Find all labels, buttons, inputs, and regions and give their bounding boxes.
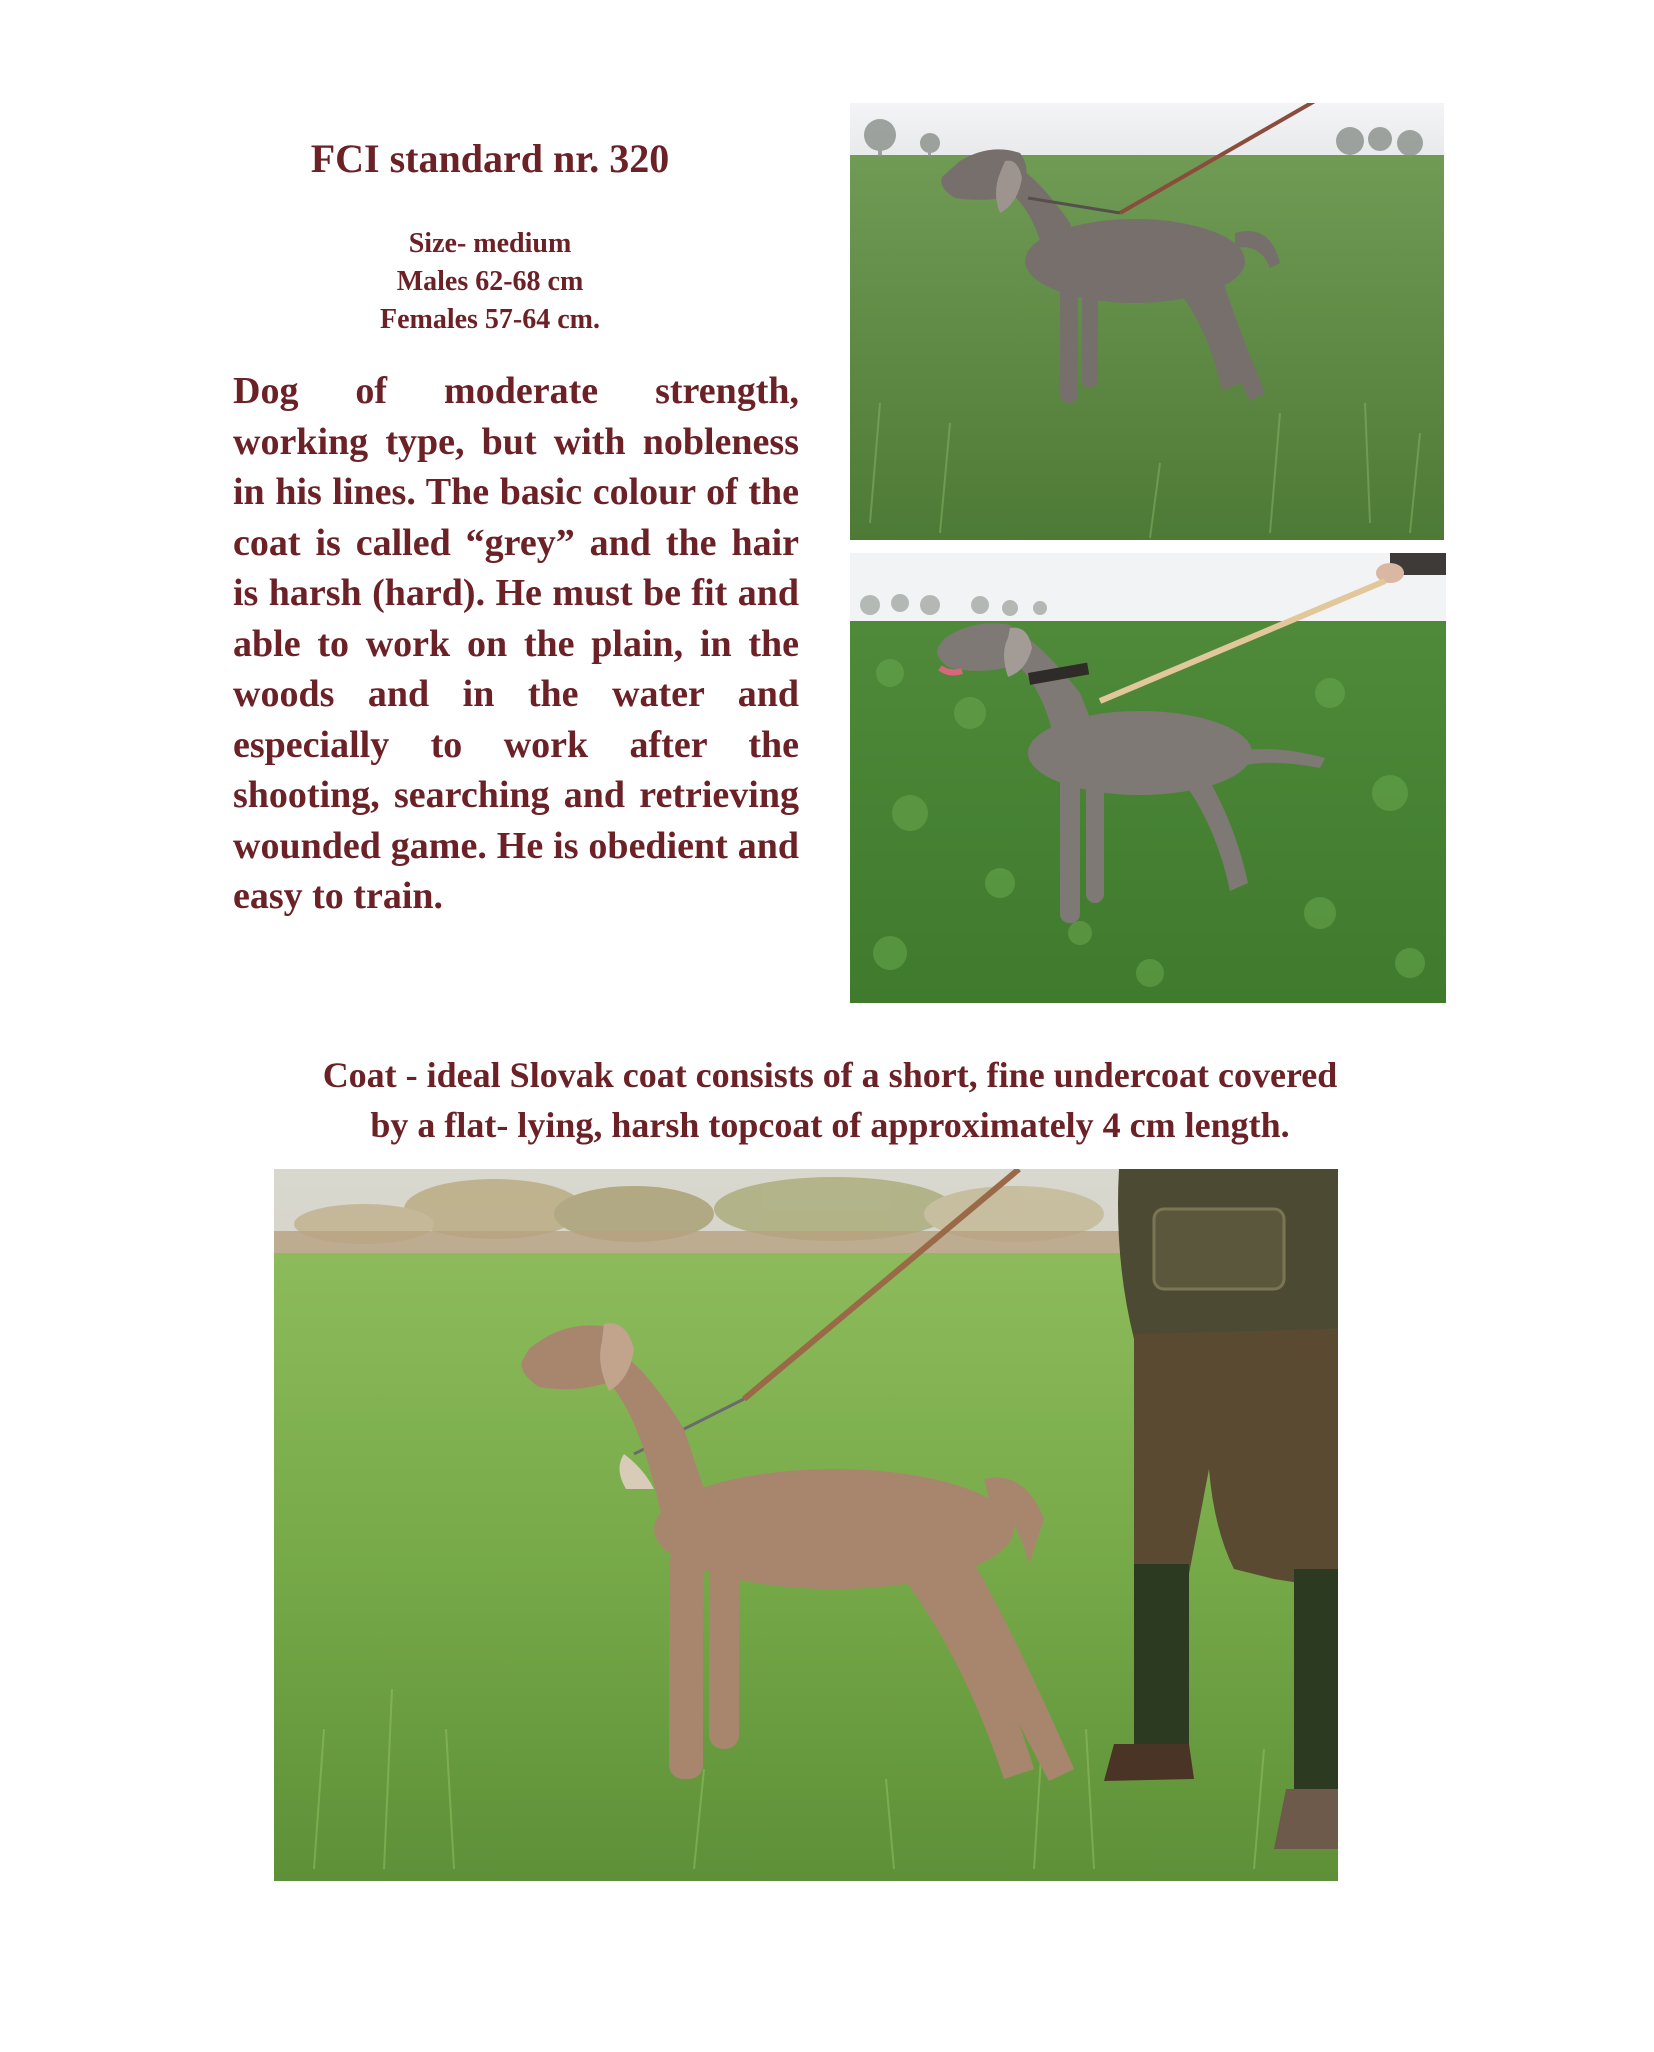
- photo-grey-dog-field: [850, 103, 1444, 540]
- females-size-line: Females 57-64 cm.: [379, 304, 601, 335]
- dog-photo-image: [850, 553, 1446, 1003]
- breed-description: Dog of moderate strength, working type, but with nobleness in his lines. The basic colour of the coat is called “grey” and the hair is harsh (hard). He must be fit and able to work on the plain, in the woods and in the water and especially to work after the shooting, searching and retrieving wounded game. He is obedient and easy to train.: [233, 370, 799, 917]
- size-info: [300, 225, 680, 339]
- photo-dog-with-handler: [274, 1169, 1338, 1881]
- coat-description: [210, 1050, 1450, 1150]
- page-title: FCI standard nr. 320: [310, 136, 670, 181]
- coat-line: by a flat- lying, harsh topcoat of approximately 4 cm length.: [370, 1105, 1290, 1145]
- dog-photo-image: [274, 1169, 1338, 1881]
- coat-line: Coat - ideal Slovak coat consists of a short, fine undercoat covered: [322, 1055, 1338, 1095]
- dog-photo-image: [850, 103, 1444, 540]
- males-size-line: Males 62-68 cm: [396, 266, 584, 297]
- photo-grey-dog-clover: [850, 553, 1446, 1003]
- size-line: Size- medium: [408, 228, 572, 259]
